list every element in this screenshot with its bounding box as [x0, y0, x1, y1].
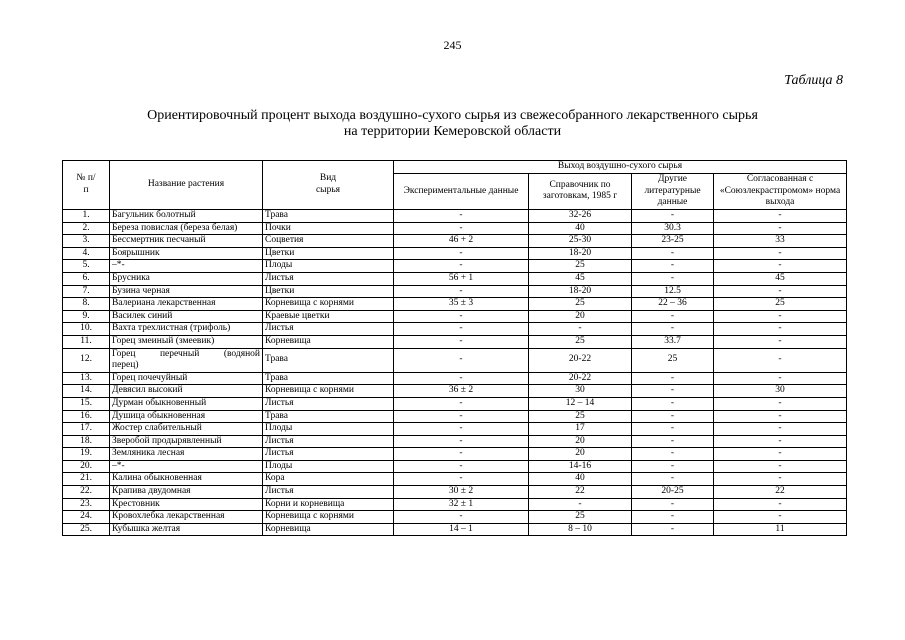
- header-reference-1985: Справочник по заготовкам, 1985 г: [529, 173, 632, 209]
- plant-name: Девясил высокий: [110, 385, 263, 398]
- row-number: 5.: [63, 260, 110, 273]
- literature-value: -: [632, 410, 714, 423]
- plant-name-line-2: перец): [112, 360, 139, 371]
- experimental-value: 32 ± 1: [394, 498, 529, 511]
- reference-value: 20-22: [529, 348, 632, 372]
- plant-name: Кровохлебка лекарственная: [110, 511, 263, 524]
- header-raw-type: Вид сырья: [263, 161, 394, 210]
- row-number: 12.: [63, 348, 110, 372]
- experimental-value: -: [394, 372, 529, 385]
- agreed-norm-value: -: [714, 335, 847, 348]
- data-table: [62, 160, 847, 536]
- plant-name: Василек синий: [110, 310, 263, 323]
- table-row: [63, 335, 847, 348]
- row-number: 22.: [63, 486, 110, 499]
- plant-name: Бузина черная: [110, 285, 263, 298]
- agreed-norm-value: 45: [714, 272, 847, 285]
- agreed-norm-value: -: [714, 410, 847, 423]
- experimental-value: -: [394, 260, 529, 273]
- plant-name: Горец почечуйный: [110, 372, 263, 385]
- raw-material-type: Корневища: [263, 523, 394, 536]
- experimental-value: -: [394, 247, 529, 260]
- literature-value: -: [632, 385, 714, 398]
- plant-name: Бессмертник песчаный: [110, 235, 263, 248]
- agreed-norm-value: -: [714, 397, 847, 410]
- experimental-value: 14 – 1: [394, 523, 529, 536]
- table-row: [63, 523, 847, 536]
- agreed-norm-value: -: [714, 423, 847, 436]
- agreed-norm-value: -: [714, 348, 847, 372]
- agreed-norm-value: 25: [714, 298, 847, 311]
- agreed-norm-value: 11: [714, 523, 847, 536]
- reference-value: 12 – 14: [529, 397, 632, 410]
- reference-value: 18-20: [529, 285, 632, 298]
- row-number: 9.: [63, 310, 110, 323]
- literature-value: -: [632, 435, 714, 448]
- literature-value: 23-25: [632, 235, 714, 248]
- raw-material-type: Соцветия: [263, 235, 394, 248]
- experimental-value: -: [394, 511, 529, 524]
- row-number: 24.: [63, 511, 110, 524]
- raw-material-type: Цветки: [263, 247, 394, 260]
- raw-material-type: Корневища с корнями: [263, 385, 394, 398]
- agreed-norm-value: -: [714, 473, 847, 486]
- reference-value: 25: [529, 511, 632, 524]
- agreed-norm-value: -: [714, 323, 847, 336]
- table-row: [63, 498, 847, 511]
- raw-material-type: Трава: [263, 372, 394, 385]
- experimental-value: -: [394, 397, 529, 410]
- plant-name: [110, 348, 263, 372]
- plant-name: Дурман обыкновенный: [110, 397, 263, 410]
- literature-value: -: [632, 473, 714, 486]
- agreed-norm-value: -: [714, 285, 847, 298]
- experimental-value: -: [394, 285, 529, 298]
- title-line-2: на территории Кемеровской области: [343, 124, 562, 139]
- row-number: 20.: [63, 460, 110, 473]
- literature-value: -: [632, 511, 714, 524]
- plant-name: Валериана лекарственная: [110, 298, 263, 311]
- raw-material-type: Трава: [263, 348, 394, 372]
- table-row: [63, 448, 847, 461]
- row-number: 16.: [63, 410, 110, 423]
- agreed-norm-value: 30: [714, 385, 847, 398]
- reference-value: 18-20: [529, 247, 632, 260]
- row-number: 23.: [63, 498, 110, 511]
- literature-value: -: [632, 372, 714, 385]
- table-row: [63, 247, 847, 260]
- reference-value: 20: [529, 310, 632, 323]
- reference-value: 17: [529, 423, 632, 436]
- experimental-value: -: [394, 323, 529, 336]
- reference-value: 25-30: [529, 235, 632, 248]
- row-number: 18.: [63, 435, 110, 448]
- agreed-norm-value: -: [714, 511, 847, 524]
- literature-value: -: [632, 498, 714, 511]
- experimental-value: -: [394, 348, 529, 372]
- table-row: [63, 235, 847, 248]
- experimental-value: -: [394, 473, 529, 486]
- reference-value: 25: [529, 410, 632, 423]
- reference-value: 25: [529, 298, 632, 311]
- literature-value: -: [632, 272, 714, 285]
- experimental-value: -: [394, 210, 529, 223]
- raw-material-type: Цветки: [263, 285, 394, 298]
- raw-material-type: Краевые цветки: [263, 310, 394, 323]
- plant-name: Багульник болотный: [110, 210, 263, 223]
- row-number: 13.: [63, 372, 110, 385]
- agreed-norm-value: -: [714, 210, 847, 223]
- reference-value: 20-22: [529, 372, 632, 385]
- raw-material-type: Листья: [263, 486, 394, 499]
- reference-value: 22: [529, 486, 632, 499]
- table-row: [63, 486, 847, 499]
- literature-value: 20-25: [632, 486, 714, 499]
- literature-value: -: [632, 310, 714, 323]
- agreed-norm-value: -: [714, 260, 847, 273]
- raw-material-type: Корневища с корнями: [263, 298, 394, 311]
- agreed-norm-value: -: [714, 435, 847, 448]
- experimental-value: -: [394, 410, 529, 423]
- row-number: 2.: [63, 222, 110, 235]
- plant-name: Горец змеиный (змеевик): [110, 335, 263, 348]
- literature-value: -: [632, 323, 714, 336]
- literature-value: -: [632, 397, 714, 410]
- raw-material-type: Листья: [263, 435, 394, 448]
- header-agreed-norm: Согласованная с «Союзлекрастпромом» норма выхода: [714, 173, 847, 209]
- literature-value: 30.3: [632, 222, 714, 235]
- row-number: 17.: [63, 423, 110, 436]
- agreed-norm-value: -: [714, 310, 847, 323]
- reference-value: -: [529, 498, 632, 511]
- reference-value: 40: [529, 222, 632, 235]
- table-row: [63, 210, 847, 223]
- plant-name: Крапива двудомная: [110, 486, 263, 499]
- table-row: [63, 511, 847, 524]
- literature-value: 25: [632, 348, 714, 372]
- row-number: 8.: [63, 298, 110, 311]
- raw-material-type: Почки: [263, 222, 394, 235]
- agreed-norm-value: -: [714, 372, 847, 385]
- plant-name: –*-: [110, 260, 263, 273]
- plant-name: –*-: [110, 460, 263, 473]
- literature-value: -: [632, 423, 714, 436]
- plant-name: Душица обыкновенная: [110, 410, 263, 423]
- row-number: 14.: [63, 385, 110, 398]
- header-plant-name: Название растения: [110, 161, 263, 210]
- reference-value: 25: [529, 335, 632, 348]
- experimental-value: 46 + 2: [394, 235, 529, 248]
- raw-material-type: Плоды: [263, 423, 394, 436]
- table-row: [63, 372, 847, 385]
- plant-name: Береза повислая (береза белая): [110, 222, 263, 235]
- experimental-value: 35 ± 3: [394, 298, 529, 311]
- agreed-norm-value: -: [714, 222, 847, 235]
- table-row: [63, 397, 847, 410]
- literature-value: -: [632, 260, 714, 273]
- table-row: [63, 298, 847, 311]
- experimental-value: -: [394, 423, 529, 436]
- raw-material-type: Плоды: [263, 460, 394, 473]
- row-number: 21.: [63, 473, 110, 486]
- agreed-norm-value: 33: [714, 235, 847, 248]
- table-caption: Таблица 8: [784, 73, 843, 88]
- raw-material-type: Корни и корневища: [263, 498, 394, 511]
- header-number: № п/п: [63, 161, 110, 210]
- raw-material-type: Листья: [263, 448, 394, 461]
- header-other-literature: Другие литературные данные: [632, 173, 714, 209]
- row-number: 7.: [63, 285, 110, 298]
- literature-value: 33.7: [632, 335, 714, 348]
- table-row: [63, 423, 847, 436]
- reference-value: 20: [529, 435, 632, 448]
- literature-value: 22 – 36: [632, 298, 714, 311]
- table-header: [63, 161, 847, 210]
- plant-name: Крестовник: [110, 498, 263, 511]
- plant-name: Земляника лесная: [110, 448, 263, 461]
- experimental-value: -: [394, 335, 529, 348]
- literature-value: -: [632, 460, 714, 473]
- reference-value: 8 – 10: [529, 523, 632, 536]
- reference-value: 45: [529, 272, 632, 285]
- reference-value: 32-26: [529, 210, 632, 223]
- agreed-norm-value: -: [714, 448, 847, 461]
- table-row: [63, 260, 847, 273]
- experimental-value: -: [394, 460, 529, 473]
- literature-value: -: [632, 210, 714, 223]
- table-row: [63, 460, 847, 473]
- reference-value: -: [529, 323, 632, 336]
- row-number: 1.: [63, 210, 110, 223]
- table-row: [63, 272, 847, 285]
- plant-name: Зверобой продырявленный: [110, 435, 263, 448]
- agreed-norm-value: -: [714, 247, 847, 260]
- table-row: [63, 323, 847, 336]
- experimental-value: -: [394, 448, 529, 461]
- raw-material-type: Корневища: [263, 335, 394, 348]
- raw-material-type: Плоды: [263, 260, 394, 273]
- table-row: [63, 310, 847, 323]
- row-number: 19.: [63, 448, 110, 461]
- experimental-value: 30 ± 2: [394, 486, 529, 499]
- literature-value: 12.5: [632, 285, 714, 298]
- table-row: [63, 410, 847, 423]
- literature-value: -: [632, 247, 714, 260]
- header-yield-group: Выход воздушно-сухого сырья: [394, 161, 847, 174]
- raw-material-type: Корневища с корнями: [263, 511, 394, 524]
- row-number: 4.: [63, 247, 110, 260]
- table-row: [63, 348, 847, 372]
- row-number: 10.: [63, 323, 110, 336]
- plant-name-line-1: Горец перечный (водяной: [112, 348, 260, 359]
- plant-name: Вахта трехлистная (трифоль): [110, 323, 263, 336]
- experimental-value: -: [394, 435, 529, 448]
- literature-value: -: [632, 448, 714, 461]
- table-body: [63, 210, 847, 536]
- plant-name: Кубышка желтая: [110, 523, 263, 536]
- reference-value: 25: [529, 260, 632, 273]
- raw-material-type: Трава: [263, 410, 394, 423]
- document-title: [0, 108, 905, 140]
- row-number: 11.: [63, 335, 110, 348]
- reference-value: 30: [529, 385, 632, 398]
- raw-material-type: Листья: [263, 272, 394, 285]
- reference-value: 40: [529, 473, 632, 486]
- raw-material-type: Кора: [263, 473, 394, 486]
- row-number: 3.: [63, 235, 110, 248]
- agreed-norm-value: 22: [714, 486, 847, 499]
- agreed-norm-value: -: [714, 460, 847, 473]
- row-number: 6.: [63, 272, 110, 285]
- plant-name: Боярышник: [110, 247, 263, 260]
- raw-material-type: Листья: [263, 323, 394, 336]
- agreed-norm-value: -: [714, 498, 847, 511]
- experimental-value: 56 + 1: [394, 272, 529, 285]
- title-line-1: Ориентировочный процент выхода воздушно-сухого сырья из свежесобранного лекарственного сырья: [147, 108, 758, 123]
- table-row: [63, 435, 847, 448]
- plant-name: Калина обыкновенная: [110, 473, 263, 486]
- plant-name: Жостер слабительный: [110, 423, 263, 436]
- raw-material-type: Трава: [263, 210, 394, 223]
- table-row: [63, 285, 847, 298]
- page-number: 245: [443, 38, 462, 52]
- literature-value: -: [632, 523, 714, 536]
- experimental-value: -: [394, 222, 529, 235]
- plant-name: Брусника: [110, 272, 263, 285]
- table-row: [63, 473, 847, 486]
- experimental-value: 36 ± 2: [394, 385, 529, 398]
- reference-value: 14-16: [529, 460, 632, 473]
- header-experimental: Экспериментальные данные: [394, 173, 529, 209]
- table-row: [63, 385, 847, 398]
- experimental-value: -: [394, 310, 529, 323]
- table-row: [63, 222, 847, 235]
- reference-value: 20: [529, 448, 632, 461]
- raw-material-type: Листья: [263, 397, 394, 410]
- row-number: 25.: [63, 523, 110, 536]
- row-number: 15.: [63, 397, 110, 410]
